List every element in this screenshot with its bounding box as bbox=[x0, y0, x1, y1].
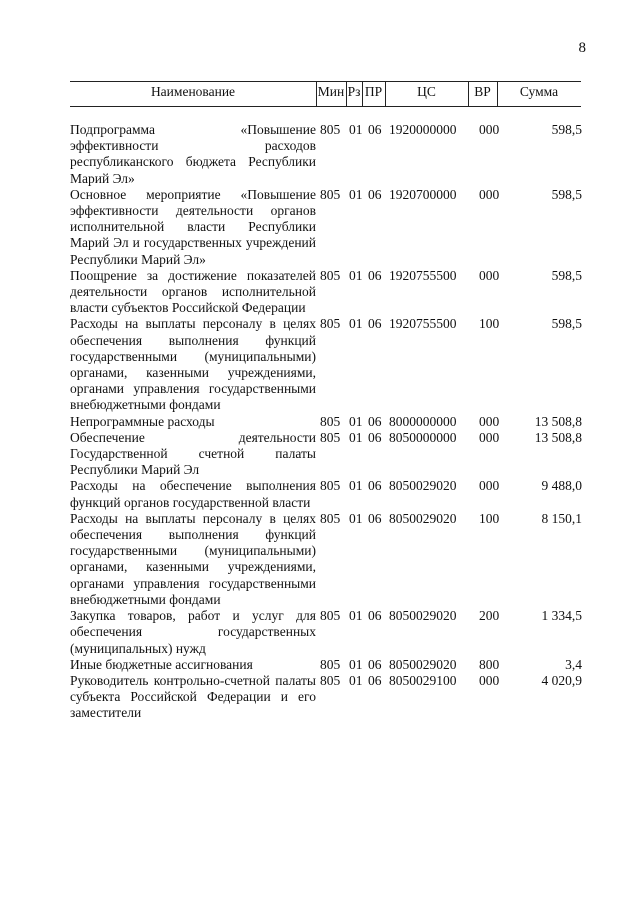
column-header-rz: Рз bbox=[347, 84, 361, 99]
table-row bbox=[70, 673, 590, 722]
column-header-vr: ВР bbox=[474, 84, 491, 99]
row-sum-cell: 9 488,0 bbox=[541, 478, 582, 494]
row-sum-cell: 598,5 bbox=[551, 122, 582, 137]
column-header-min: Мин bbox=[317, 84, 345, 99]
column-header-name: Наименование bbox=[150, 84, 236, 99]
row-vr-cell: 000 bbox=[479, 413, 500, 429]
row-pr-cell: 06 bbox=[368, 429, 382, 445]
row-cs-cell: 1920000000 bbox=[389, 122, 457, 137]
row-rz-cell: 01 bbox=[349, 413, 363, 429]
row-name: Иные бюджетные ассигнования bbox=[70, 656, 253, 672]
row-rz-cell: 01 bbox=[349, 656, 363, 672]
header-bottom-rule bbox=[70, 106, 581, 107]
row-min-cell: 805 bbox=[320, 122, 341, 137]
row-cs-cell: 8050029020 bbox=[389, 510, 457, 526]
row-vr-cell: 000 bbox=[479, 672, 500, 688]
row-pr-cell: 06 bbox=[368, 672, 382, 688]
row-pr-cell: 06 bbox=[368, 608, 382, 624]
row-pr-cell: 06 bbox=[368, 510, 382, 526]
row-rz-cell: 01 bbox=[349, 267, 363, 283]
row-pr-cell: 06 bbox=[368, 267, 382, 283]
column-header-sum: Сумма bbox=[519, 84, 559, 99]
row-name: Расходы на выплаты персоналу в целях обеспечения выполнения функций государственными (муниципальными) органами, казенными учреждениями, органами управления государственными внебюджетными фондами bbox=[70, 316, 316, 413]
table-row bbox=[70, 511, 590, 608]
row-rz-cell: 01 bbox=[349, 510, 363, 526]
table-row bbox=[70, 316, 590, 413]
table-row bbox=[70, 478, 590, 510]
row-name: Расходы на выплаты персоналу в целях обеспечения выполнения функций государственными (муниципальными) органами, казенными учреждениями, органами управления государственными внебюджетными фондами bbox=[70, 510, 316, 607]
row-name: Обеспечение деятельности Государственной счетной палаты Республики Марий Эл bbox=[70, 429, 316, 478]
row-name: Поощрение за достижение показателей деятельности органов исполнительной власти субъектов Российской Федерации bbox=[70, 267, 316, 316]
row-min-cell: 805 bbox=[320, 608, 341, 624]
table-row bbox=[70, 268, 590, 317]
row-name: Подпрограмма «Повышение эффективности расходов республиканского бюджета Республики Марий Эл» bbox=[70, 122, 316, 186]
column-header-cs: ЦС bbox=[417, 84, 436, 99]
row-sum-cell: 598,5 bbox=[551, 186, 582, 202]
page-number: 8 bbox=[578, 40, 586, 56]
row-rz-cell: 01 bbox=[349, 122, 363, 137]
row-rz-cell: 01 bbox=[349, 429, 363, 445]
column-header-pr: ПР bbox=[364, 84, 383, 99]
row-cs-cell: 1920700000 bbox=[389, 186, 457, 202]
row-min-cell: 805 bbox=[320, 186, 341, 202]
row-cs-cell: 8050029020 bbox=[389, 478, 457, 494]
row-rz-cell: 01 bbox=[349, 478, 363, 494]
table-body bbox=[70, 122, 590, 722]
row-cs-cell: 8050000000 bbox=[389, 429, 457, 445]
row-sum-cell: 598,5 bbox=[551, 267, 582, 283]
row-pr-cell: 06 bbox=[368, 656, 382, 672]
row-rz-cell: 01 bbox=[349, 316, 363, 332]
row-cs-cell: 8050029020 bbox=[389, 656, 457, 672]
row-vr-cell: 100 bbox=[479, 510, 500, 526]
row-vr-cell: 000 bbox=[479, 186, 500, 202]
row-rz-cell: 01 bbox=[349, 186, 363, 202]
row-vr-cell: 000 bbox=[479, 429, 500, 445]
row-sum-cell: 13 508,8 bbox=[534, 413, 582, 429]
row-name: Руководитель контрольно-счетной палаты субъекта Российской Федерации и его заместители bbox=[70, 672, 316, 721]
row-min-cell: 805 bbox=[320, 656, 341, 672]
row-sum-cell: 598,5 bbox=[551, 316, 582, 332]
row-sum-cell: 13 508,8 bbox=[534, 429, 582, 445]
row-rz-cell: 01 bbox=[349, 608, 363, 624]
row-cs-cell: 8050029100 bbox=[389, 672, 457, 688]
row-name: Непрограммные расходы bbox=[70, 413, 215, 429]
row-cs-cell: 8000000000 bbox=[389, 413, 457, 429]
row-sum-cell: 3,4 bbox=[565, 656, 582, 672]
row-pr-cell: 06 bbox=[368, 122, 382, 137]
table-row bbox=[70, 122, 590, 187]
row-vr-cell: 100 bbox=[479, 316, 500, 332]
row-cs-cell: 1920755500 bbox=[389, 267, 457, 283]
row-sum-cell: 8 150,1 bbox=[541, 510, 582, 526]
row-min-cell: 805 bbox=[320, 672, 341, 688]
row-min-cell: 805 bbox=[320, 413, 341, 429]
table-row bbox=[70, 657, 590, 673]
table-row bbox=[70, 430, 590, 479]
row-min-cell: 805 bbox=[320, 510, 341, 526]
row-cs-cell: 1920755500 bbox=[389, 316, 457, 332]
row-sum-cell: 4 020,9 bbox=[541, 672, 582, 688]
table-row bbox=[70, 414, 590, 430]
row-min-cell: 805 bbox=[320, 267, 341, 283]
row-name: Основное мероприятие «Повышение эффективности деятельности органов исполнительной власти Республики Марий Эл и государственных учреждений Республики Марий Эл» bbox=[70, 186, 316, 267]
row-vr-cell: 000 bbox=[479, 122, 500, 137]
header-top-rule bbox=[70, 81, 581, 82]
row-min-cell: 805 bbox=[320, 478, 341, 494]
row-pr-cell: 06 bbox=[368, 478, 382, 494]
row-vr-cell: 200 bbox=[479, 608, 500, 624]
table-row bbox=[70, 187, 590, 268]
row-vr-cell: 800 bbox=[479, 656, 500, 672]
row-vr-cell: 000 bbox=[479, 267, 500, 283]
row-min-cell: 805 bbox=[320, 316, 341, 332]
row-vr-cell: 000 bbox=[479, 478, 500, 494]
row-sum-cell: 1 334,5 bbox=[541, 608, 582, 624]
row-pr-cell: 06 bbox=[368, 316, 382, 332]
row-name: Закупка товаров, работ и услуг для обеспечения государственных (муниципальных) нужд bbox=[70, 608, 316, 656]
row-cs-cell: 8050029020 bbox=[389, 608, 457, 624]
row-min-cell: 805 bbox=[320, 429, 341, 445]
row-name: Расходы на обеспечение выполнения функций органов государственной власти bbox=[70, 478, 316, 510]
table-row bbox=[70, 608, 590, 657]
row-pr-cell: 06 bbox=[368, 413, 382, 429]
row-rz-cell: 01 bbox=[349, 672, 363, 688]
row-pr-cell: 06 bbox=[368, 186, 382, 202]
